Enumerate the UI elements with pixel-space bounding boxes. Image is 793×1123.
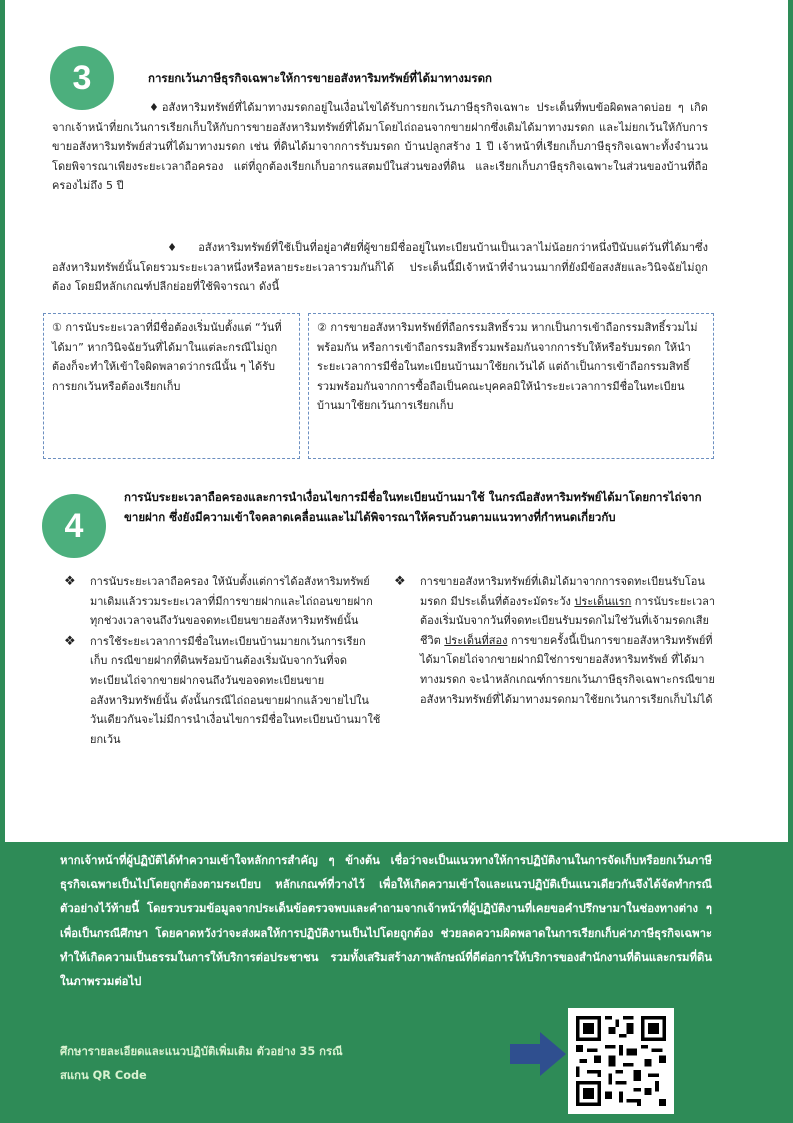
- list-item-text: การใช้ระยะเวลาการมีชื่อในทะเบียนบ้านมายกเว้นการเรียกเก็บ กรณีขายฝากที่ดินพร้อมบ้านต้องเริ่มนับจากวันที่จดทะเบียนไถ่จากขายฝากจนถึงวันขอจดทะเบียนขายอสังหาริมทรัพย์นั้น ดังนั้นกรณีไถ่ถอนขายฝากแล้วขายไปในวันเดียวกันจะไม่มีการนำเงื่อนไขการมีชื่อในทะเบียนบ้านมาใช้ยกเว้น: [90, 634, 381, 746]
- criteria-box-2-text: ② การขายอสังหาริมทรัพย์ที่ถือกรรมสิทธิ์รวม หากเป็นการเข้าถือกรรมสิทธิ์รวมไม่พร้อมกัน หรือการเข้าถือกรรมสิทธิ์รวมพร้อมกันจากการรับให้หรือรับมรดก ให้นำระยะเวลาการมีชื่อในทะเบียนบ้านมาใช้ยกเว้นได้ แต่ถ้าเป็นการเข้าถือกรรมสิทธิ์รวมพร้อมกันจากการซื้อถือเป็นคณะบุคคลมิให้นำระยะเวลาการมีชื่อในทะเบียนบ้านมาใช้ยกเว้นการเรียกเก็บ: [317, 321, 698, 413]
- list-item: [62, 572, 382, 631]
- criteria-box-2: [308, 313, 714, 459]
- diamond-bullet-icon: ❖: [64, 574, 76, 589]
- section-4-number: 4: [64, 506, 84, 545]
- section-4-heading: การนับระยะเวลาถือครองและการนำเงื่อนไขการมีชื่อในทะเบียนบ้านมาใช้ ในกรณีอสังหาริมทรัพย์ได้มาโดยการไถ่จากขายฝาก ซึ่งยังมีความเข้าใจคลาดเคลื่อนและไม่ได้พิจารณาให้ครบถ้วนตามแนวทางที่กำหนดเกี่ยวกับ: [124, 490, 702, 524]
- section-3-paragraph-2: [52, 238, 708, 297]
- underlined-second-issue: ประเด็นที่สอง: [444, 633, 508, 647]
- qr-code-graphic: [576, 1016, 666, 1106]
- list-item-text-part-2: การนับระยะเวลาต้องเริ่มนับจากวันที่จดทะเบียนรับมรดกไม่ใช่วันที่เจ้ามรดกเสียชีวิต: [420, 594, 716, 647]
- list-item-text-part-1: การขายอสังหาริมทรัพย์ที่เดิมได้มาจากการจดทะเบียนรับโอนมรดก มีประเด็นที่ต้องระมัดระวัง: [420, 575, 705, 608]
- section-4-left-column: [62, 572, 382, 750]
- criteria-box-1: [43, 313, 300, 459]
- list-item-text-part-3: การขายครั้งนี้เป็นการขายอสังหาริมทรัพย์ที่ได้มาโดยไถ่จากขายฝากมิใช่การขายอสังหาริมทรัพย์ ที่ได้มาทางมรดก จะนำหลักเกณฑ์การยกเว้นภาษีธุรกิจเฉพาะกรณีขายอสังหาริมทรัพย์ที่ได้มาทางมรดกมาใช้ยกเว้นการเรียกเก็บไม่ได้: [420, 633, 715, 706]
- section-4-right-column: [392, 572, 718, 710]
- qr-caption-line-2: สแกน QR Code: [60, 1069, 147, 1082]
- footer-panel: [0, 842, 793, 1123]
- qr-caption-line-1: ศึกษารายละเอียดและแนวปฏิบัติเพิ่มเติม ตัวอย่าง 35 กรณี: [60, 1045, 343, 1058]
- section-3-number: 3: [72, 58, 92, 97]
- section-3-paragraph-1: [52, 98, 708, 196]
- qr-caption: [60, 1040, 480, 1088]
- criteria-box-1-text: ① การนับระยะเวลาที่มีชื่อต้องเริ่มนับตั้งแต่ “วันที่ได้มา” หากวินิจฉัยวันที่ได้มาในแต่ละกรณีไม่ถูกต้องก็จะทำให้เข้าใจผิดพลาดว่ากรณีนั้น ๆ ได้รับการยกเว้นหรือต้องเรียกเก็บ: [52, 321, 282, 393]
- list-item: [392, 572, 718, 709]
- list-item: [62, 632, 382, 750]
- section-3-heading: การยกเว้นภาษีธุรกิจเฉพาะให้การขายอสังหาริมทรัพย์ที่ได้มาทางมรดก: [148, 71, 493, 85]
- diamond-bullet-icon: ❖: [394, 574, 406, 589]
- section-4-number-badge: [42, 494, 106, 558]
- section-3-paragraph-2-text: ♦อสังหาริมทรัพย์ที่ใช้เป็นที่อยู่อาศัยที่ผู้ขายมีชื่ออยู่ในทะเบียนบ้านเป็นเวลาไม่น้อยกว่าหนึ่งปีนับแต่วันที่ได้มาซึ่งอสังหาริมทรัพย์นั้นโดยรวมระยะเวลาหนึ่งหรือหลายระยะเวลารวมกันก็ได้ ประเด็นนี้มีเจ้าหน้าที่จำนวนมากที่ยังมีข้อสงสัยและวินิจฉัยไม่ถูกต้อง โดยมีหลักเกณฑ์ปลีกย่อยที่ใช้พิจารณา ดังนี้: [52, 241, 708, 294]
- list-item-text: การนับระยะเวลาถือครอง ให้นับตั้งแต่การได้อสังหาริมทรัพย์มาเดิมแล้วรวมระยะเวลาที่มีการขายฝากและไถ่ถอนขายฝากทุกช่วงเวลาจนถึงวันขอจดทะเบียนขายอสังหาริมทรัพย์นั้น: [90, 575, 373, 628]
- diamond-bullet-icon: ❖: [64, 633, 76, 649]
- arrow-right-icon: [510, 1032, 566, 1076]
- section-3-paragraph-1-text: ♦อสังหาริมทรัพย์ที่ได้มาทางมรดกอยู่ในเงื่อนไขได้รับการยกเว้นภาษีธุรกิจเฉพาะ ประเด็นที่พบข้อผิดพลาดบ่อย ๆ เกิดจากเจ้าหน้าที่ยกเว้นการเรียกเก็บให้กับการขายอสังหาริมทรัพย์ที่ได้มาโดยไถ่ถอนจากขายฝากซึ่งเดิมได้มาทางมรดก และไม่ยกเว้นให้กับการขายอสังหาริมทรัพย์ส่วนที่ได้มาทางมรดก เช่น ที่ดินได้มาจากการรับมรดก บ้านปลูกสร้าง 1 ปี เจ้าหน้าที่เรียกเก็บภาษีธุรกิจเฉพาะทั้งจำนวนโดยพิจารณาเพียงระยะเวลาถือครอง แต่ที่ถูกต้องเรียกเก็บอากรแสตมป์ในส่วนของที่ดิน และเรียกเก็บภาษีธุรกิจเฉพาะในส่วนของบ้านที่ถือครองไม่ถึง 5 ปี: [52, 101, 708, 193]
- qr-code-icon[interactable]: [568, 1008, 674, 1114]
- footer-summary-text: หากเจ้าหน้าที่ผู้ปฏิบัติได้ทำความเข้าใจหลักการสำคัญ ๆ ข้างต้น เชื่อว่าจะเป็นแนวทางให้การปฏิบัติงานในการจัดเก็บหรือยกเว้นภาษีธุรกิจเฉพาะเป็นไปโดยถูกต้องตามระเบียบ หลักเกณฑ์ที่วางไว้ เพื่อให้เกิดความเข้าใจและแนวปฏิบัติเป็นแนวเดียวกันจึงได้จัดทำกรณีตัวอย่างไว้ท้ายนี้ โดยรวบรวมข้อมูลจากประเด็นข้อตรวจพบและคำถามจากเจ้าหน้าที่ผู้ปฏิบัติงานที่เคยขอคำปรึกษามาในช่องทางต่าง ๆ เพื่อเป็นกรณีศึกษา โดยคาดหวังว่าจะส่งผลให้การปฏิบัติงานเป็นไปโดยถูกต้อง ช่วยลดความผิดพลาดในการเรียกเก็บค่าภาษีธุรกิจเฉพาะ ทำให้เกิดความเป็นธรรมในการให้บริการต่อประชาชน รวมทั้งเสริมสร้างภาพลักษณ์ที่ดีต่อการให้บริการของสำนักงานที่ดินและกรมที่ดินในภาพรวมต่อไป: [60, 854, 712, 989]
- underlined-first-issue: ประเด็นแรก: [574, 594, 632, 608]
